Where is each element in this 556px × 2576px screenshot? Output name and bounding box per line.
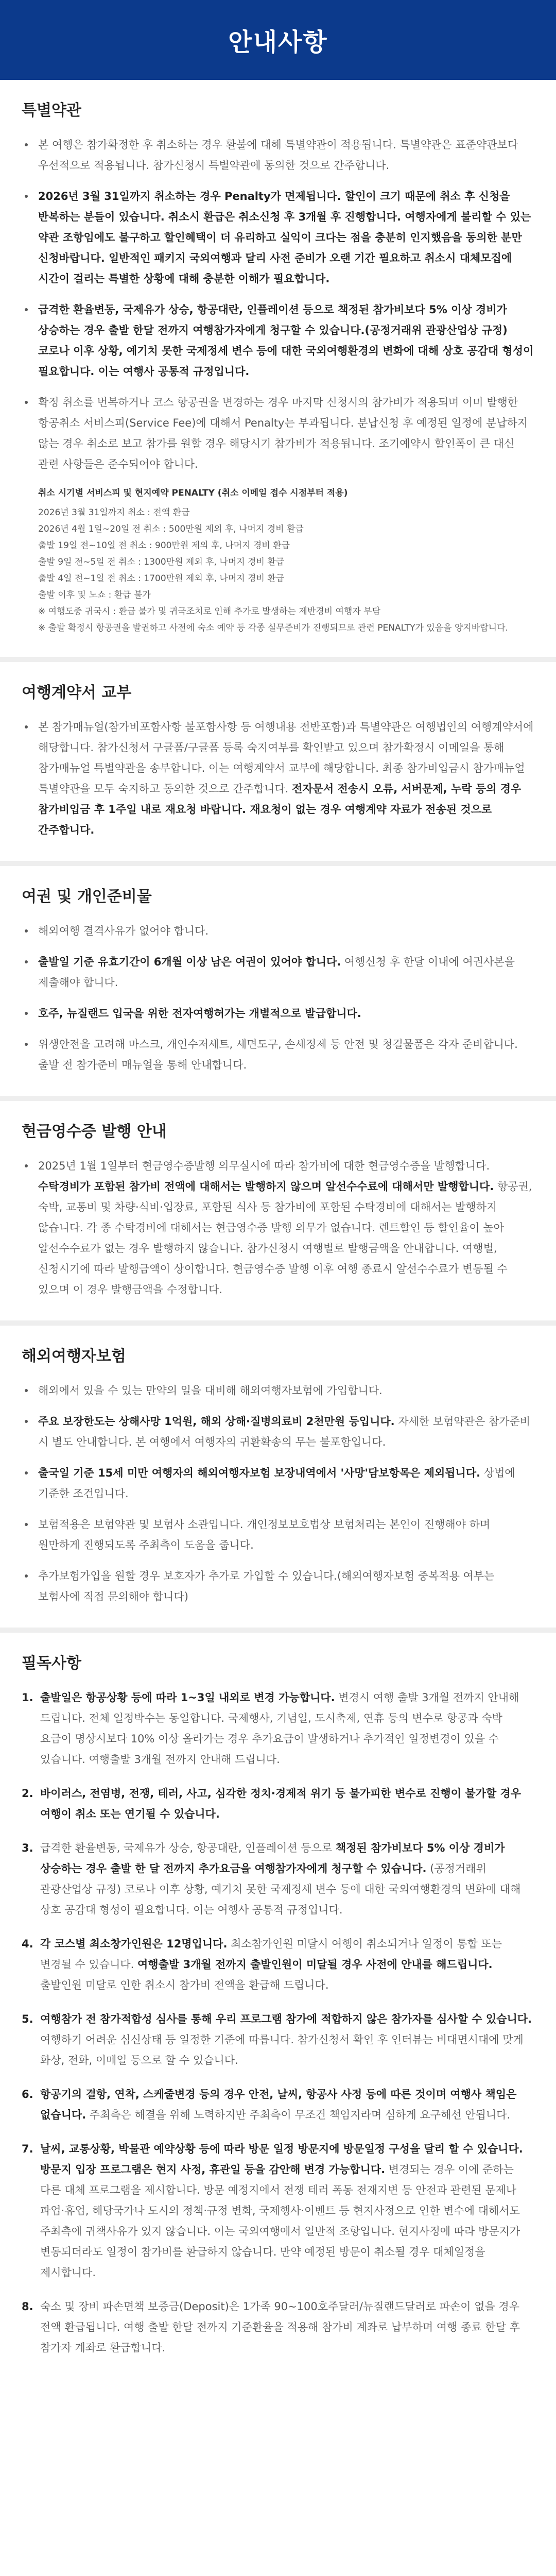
list-item: 해외에서 있을 수 있는 만약의 일을 대비해 해외여행자보험에 가입합니다. (22, 1380, 534, 1401)
list-item: 본 여행은 참가확정한 후 취소하는 경우 환불에 대해 특별약관이 적용됩니다. 특별약관은 표준약관보다 우선적으로 적용됩니다. 참가신청시 특별약관에 동의한 것으로 간주합니다. (22, 134, 534, 176)
section-divider (0, 1628, 556, 1633)
notice-line: 출발 19일 전~10일 전 취소 : 900만원 제외 후, 나머지 경비 환급 (38, 540, 290, 551)
list-item: 2025년 1월 1일부터 현금영수증발행 의무실시에 따라 참가비에 대한 현금영수증을 발행합니다. 수탁경비가 포함된 참가비 전액에 대해서는 발행하지 않으며 알선수수료에 대해서만 발행합니다. 항공권, 숙박, 교통비 및 차량·식비·입장료, 포함된 식사 등 참가비에 포함된 수탁경비에 대해서는 발행하지 않습니다. 각 종 수탁경비에 대해서는 현금영수증 발행 의무가 없습니다. 렌트할인 등 할인율이 높아 알선수수료가 없는 경우 발행하지 않습니다. 참가신청시 여행별로 발행금액을 안내합니다. 여행별, 신청시기에 따라 발행금액이 상이합니다. 현금영수증 발행 이후 여행 종료시 알선수수료가 변동될 수 있으며 이 경우 발행금액을 수정합니다. (22, 1156, 534, 1300)
list-item: 본 참가매뉴얼(참가비포함사항 불포함사항 등 여행내용 전반포함)과 특별약관은 여행법인의 여행계약서에 해당합니다. 참가신청서 구글폼/구글폼 등록 숙지여부를 확인받고 있으며 참가확정시 이메일을 통해 참가매뉴얼 특별약관을 송부합니다. 이는 여행계약서 교부에 해당합니다. 최종 참가비입금시 참가매뉴얼 특별약관을 모두 숙지하고 동의한 것으로 간주합니다. 전자문서 전송시 오류, 서버문제, 누락 등의 경우 참가비입금 후 1주일 내로 재요청 바랍니다. 재요청이 없는 경우 여행계약 자료가 전송된 것으로 간주합니다. (22, 717, 534, 840)
section-divider (0, 657, 556, 662)
section-title: 필독사항 (22, 1654, 81, 1672)
bullet-list (22, 1380, 534, 1607)
numbered-list (22, 1687, 534, 2358)
item-number: 4. (22, 1938, 33, 1950)
section-title: 여행계약서 교부 (22, 684, 132, 702)
section-divider (0, 861, 556, 866)
list-item: 4. 각 코스별 최소창가인원은 12명입니다. 최소참가인원 미달시 여행이 취소되거나 일정이 통합 또는 변경될 수 있습니다. 여행출발 3개월 전까지 출발인원이 미달될 경우 사전에 안내를 해드립니다. 출발인원 미달로 인한 취소시 참가비 전액을 환급해 드립니다. (22, 1934, 534, 1995)
bullet-list (22, 921, 534, 1075)
item-number: 6. (22, 2088, 33, 2100)
item-number: 7. (22, 2143, 33, 2155)
section-title: 현금영수증 발행 안내 (22, 1123, 167, 1141)
page-title: 안내사항 (228, 28, 328, 57)
item-number: 3. (22, 1842, 33, 1854)
notice-title: 취소 시기별 서비스피 및 현지예약 PENALTY (취소 이메일 접수 시점부터 적용) (38, 488, 348, 498)
item-number: 1. (22, 1691, 33, 1704)
notice-line: ※ 여행도중 귀국시 : 환급 불가 및 귀국조치로 인해 추가로 발생하는 제반경비 여행자 부담 (38, 606, 380, 617)
section-title: 특별약관 (22, 101, 81, 120)
notice-line: 출발 4일 전~1일 전 취소 : 1700만원 제외 후, 나머지 경비 환급 (38, 573, 285, 584)
cancellation-penalty-notice (38, 485, 534, 636)
section-insurance (22, 1326, 534, 1607)
list-item: 7. 날씨, 교통상황, 박물관 예약상황 등에 따라 방문 일정 방문지에 방문일정 구성을 달리 할 수 있습니다. 방문지 입장 프로그램은 현지 사정, 휴관일 등을 감안해 변경 가능합니다. 변경되는 경우 이에 준하는 다른 대체 프로그램을 제시합니다. 방문 예정지에서 전쟁 테러 폭동 전재지변 등 안전과 관련된 문제나 파업·휴업, 해당국가나 도시의 정책·규정 변화, 국제행사·이벤트 등 현지사정으로 인한 변수에 대해서도 주최측에 귀책사유가 있지 않습니다. 이는 국외여행에서 일반적 조항입니다. 현지사정에 따라 방문지가 변동되더라도 일정이 참가비를 환급하지 않습니다. 만약 예정된 방문이 취소될 경우 대체일정을 제시합니다. (22, 2139, 534, 2283)
item-number: 2. (22, 1787, 33, 1800)
notice-line: ※ 출발 확정시 항공권을 발권하고 사전에 숙소 예약 등 각종 실무준비가 진행되므로 관련 PENALTY가 있음을 양지바랍니다. (38, 623, 508, 633)
section-divider (0, 1320, 556, 1326)
list-item: 급격한 환율변동, 국제유가 상승, 항공대란, 인플레이션 등으로 책정된 참가비보다 5% 이상 경비가 상승하는 경우 출발 한달 전까지 여행참가자에게 청구할 수 있습니다.(공정거래위 관광산업상 규정) 코로나 이후 상황, 예기치 못한 국제정세 변수 등에 대한 국외여행환경의 변화에 대해 상호 공감대 형성이 필요합니다. 이는 여행사 공통적 규정입니다. (22, 299, 534, 382)
list-item: 확정 취소를 번복하거나 코스 항공권을 변경하는 경우 마지막 신청시의 참가비가 적용되며 이미 발행한 항공취소 서비스피(Service Fee)에 대해서 Penalty는 부과됩니다. 분납신청 후 예정된 일정에 분납하지 않는 경우 취소로 보고 참가를 원할 경우 해당시기 참가비가 적용됩니다. 조기예약시 할인폭이 큰 대신 관련 사항들은 준수되어야 합니다. (22, 392, 534, 474)
list-item: 8. 숙소 및 장비 파손면책 보증금(Deposit)은 1가족 90~100호주달러/뉴질랜드달러로 파손이 없을 경우 전액 환급됩니다. 여행 출발 한달 전까지 기준환율을 적용해 참가비 계좌로 납부하며 여행 종료 한달 후 참가자 계좌로 환급합니다. (22, 2296, 534, 2358)
page-header (0, 0, 556, 80)
section-passport (22, 866, 534, 1075)
section-divider (0, 1096, 556, 1101)
notice-line: 출발 이후 및 노쇼 : 환급 불가 (38, 590, 151, 600)
list-item: 출발일 기준 유효기간이 6개월 이상 남은 여권이 있어야 합니다. 여행신청 후 한달 이내에 여권사본을 제출해야 합니다. (22, 952, 534, 993)
section-special-terms (22, 80, 534, 636)
section-title: 여권 및 개인준비물 (22, 888, 152, 906)
list-item: 주요 보장한도는 상해사망 1억원, 해외 상해·질병의료비 2천만원 등입니다. 자세한 보험약관은 참가준비 시 별도 안내합니다. 본 여행에서 여행자의 귀환확송의 무는 불포함입니다. (22, 1411, 534, 1452)
list-item: 위생안전을 고려해 마스크, 개인수저세트, 세면도구, 손세정제 등 안전 및 청결물품은 각자 준비합니다. 출발 전 참가준비 매뉴얼을 통해 안내합니다. (22, 1034, 534, 1075)
list-item: 3. 급격한 환율변동, 국제유가 상승, 항공대란, 인플레이션 등으로 책정된 참가비보다 5% 이상 경비가 상승하는 경우 출발 한 달 전까지 추가요금을 여행참가자에게 청구할 수 있습니다. (공정거래위 관광산업상 규정) 코로나 이후 상황, 예기치 못한 국제정세 변수 등에 대한 국외여행환경의 변화에 대해 상호 공감대 형성이 필요합니다. 이는 여행사 공통적 규정입니다. (22, 1838, 534, 1920)
bullet-list (22, 717, 534, 840)
list-item: 5. 여행참가 전 참가적합성 심사를 통해 우리 프로그램 참가에 적합하지 않은 참가자를 심사할 수 있습니다. 여행하기 어려운 심신상태 등 일정한 기준에 따릅니다. 참가신청서 확인 후 인터뷰는 비대면시대에 맞게 화상, 전화, 이메일 등으로 할 수 있습니다. (22, 2009, 534, 2071)
list-item: 보험적용은 보험약관 및 보험사 소관입니다. 개인정보보호법상 보험처리는 본인이 진행해야 하며 원만하게 진행되도록 주최측이 도움을 줍니다. (22, 1514, 534, 1555)
notice-line: 출발 9일 전~5일 전 취소 : 1300만원 제외 후, 나머지 경비 환급 (38, 557, 285, 567)
section-notes (22, 1633, 534, 2358)
section-receipt (22, 1101, 534, 1300)
list-item: 추가보험가입을 원할 경우 보호자가 추가로 가입할 수 있습니다.(해외여행자보험 중복적용 여부는 보험사에 직접 문의해야 합니다) (22, 1566, 534, 1607)
list-item: 2. 바이러스, 전염병, 전쟁, 테러, 사고, 심각한 정치·경제적 위기 등 불가피한 변수로 진행이 불가할 경우 여행이 취소 또는 연기될 수 있습니다. (22, 1783, 534, 1824)
list-item: 2026년 3월 31일까지 취소하는 경우 Penalty가 면제됩니다. 할인이 크기 때문에 취소 후 신청을 반복하는 분들이 있습니다. 취소시 환급은 취소신청 후 3개월 후 진행합니다. 여행자에게 불리할 수 있는 약관 조항임에도 불구하고 할인혜택이 더 유리하고 실익이 크다는 점을 충분히 인지했음을 동의한 분만 신청바랍니다. 일반적인 패키지 국외여행과 달리 사전 준비가 오랜 기간 필요하고 취소시 대체모집에 시간이 걸리는 특별한 상황에 대해 충분한 이해가 필요합니다. (22, 186, 534, 289)
main-content (0, 80, 556, 2358)
notice-line: 2026년 3월 31일까지 취소 : 전액 환급 (38, 507, 190, 518)
bullet-list (22, 134, 534, 474)
list-item: 해외여행 결격사유가 없어야 합니다. (22, 921, 534, 941)
section-title: 해외여행자보험 (22, 1347, 126, 1365)
list-item: 출국일 기준 15세 미만 여행자의 해외여행자보험 보장내역에서 '사망'담보항목은 제외됩니다. 상법에 기준한 조건입니다. (22, 1463, 534, 1504)
item-number: 5. (22, 2013, 33, 2025)
list-item: 호주, 뉴질랜드 입국을 위한 전자여행허가는 개별적으로 발급합니다. (22, 1003, 534, 1024)
bullet-list (22, 1156, 534, 1300)
notice-line: 2026년 4월 1일~20일 전 취소 : 500만원 제외 후, 나머지 경비 환급 (38, 524, 304, 534)
list-item: 6. 항공기의 결항, 연착, 스케줄변경 등의 경우 안전, 날씨, 항공사 사정 등에 따른 것이며 여행사 책임은 없습니다. 주최측은 해결을 위해 노력하지만 주최측이 무조건 책임지라며 심하게 요구해선 안됩니다. (22, 2084, 534, 2125)
section-contract (22, 662, 534, 840)
item-number: 8. (22, 2300, 33, 2313)
list-item: 1. 출발일은 항공상황 등에 따라 1~3일 내외로 변경 가능합니다. 변경시 여행 출발 3개월 전까지 안내해 드립니다. 전체 일정박수는 동일합니다. 국제행사, 기념일, 도시축제, 연휴 등의 변수로 항공과 숙박 요금이 명상시보다 10% 이상 올라가는 경우 추가요금이 발생하거나 추가적인 일정변경이 있을 수 있습니다. 여행출발 3개월 전까지 안내해 드립니다. (22, 1687, 534, 1770)
